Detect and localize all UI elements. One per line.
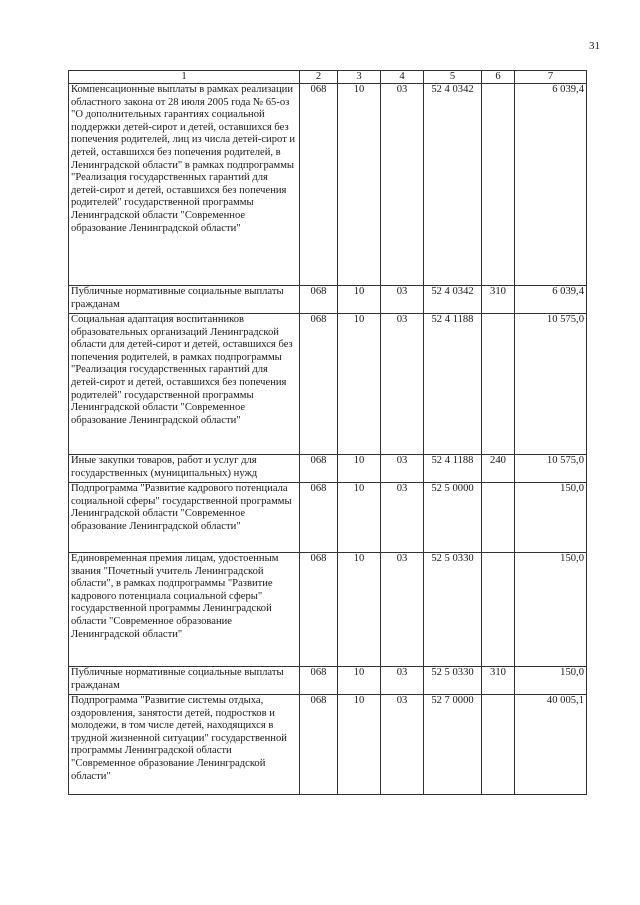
row-amount: 150,0 xyxy=(515,483,587,553)
row-name: Подпрограмма "Развитие системы отдыха, оздоровления, занятости детей, подростков и молодежи, в том числе детей, находящихся в трудной жизненной ситуации" государственной программы Ленинградской области "Современное образование Ленинградской области" xyxy=(69,695,300,795)
row-subsection: 03 xyxy=(381,455,424,483)
row-expense-type xyxy=(482,84,515,286)
table-row xyxy=(69,455,587,483)
row-amount: 150,0 xyxy=(515,553,587,667)
row-section: 10 xyxy=(338,553,381,667)
row-section: 10 xyxy=(338,84,381,286)
table-row xyxy=(69,667,587,695)
row-subsection: 03 xyxy=(381,286,424,314)
table-row xyxy=(69,553,587,667)
row-expense-type: 240 xyxy=(482,455,515,483)
row-target-article: 52 5 0330 xyxy=(424,667,482,695)
row-name: Подпрограмма "Развитие кадрового потенциала социальной сферы" государственной программы Ленинградской области "Современное образование Ленинградской области" xyxy=(69,483,300,553)
row-target-article: 52 7 0000 xyxy=(424,695,482,795)
header-col-4: 4 xyxy=(381,71,424,84)
row-target-article: 52 4 1188 xyxy=(424,314,482,455)
row-amount: 6 039,4 xyxy=(515,286,587,314)
header-row xyxy=(69,71,587,84)
header-col-7: 7 xyxy=(515,71,587,84)
header-col-5: 5 xyxy=(424,71,482,84)
row-amount: 10 575,0 xyxy=(515,314,587,455)
table-row xyxy=(69,84,587,286)
row-ministry-code: 068 xyxy=(300,314,338,455)
page-number: 31 xyxy=(589,40,600,52)
row-target-article: 52 5 0330 xyxy=(424,553,482,667)
row-name: Публичные нормативные социальные выплаты гражданам xyxy=(69,667,300,695)
row-amount: 40 005,1 xyxy=(515,695,587,795)
header-col-2: 2 xyxy=(300,71,338,84)
header-col-6: 6 xyxy=(482,71,515,84)
row-target-article: 52 4 0342 xyxy=(424,286,482,314)
row-name: Единовременная премия лицам, удостоенным звания "Почетный учитель Ленинградской области", в рамках подпрограммы "Развитие кадрового потенциала социальной сферы" государственной программы Ленинградской области "Современное образование Ленинградской области" xyxy=(69,553,300,667)
row-subsection: 03 xyxy=(381,483,424,553)
row-subsection: 03 xyxy=(381,667,424,695)
row-subsection: 03 xyxy=(381,695,424,795)
row-ministry-code: 068 xyxy=(300,455,338,483)
row-ministry-code: 068 xyxy=(300,286,338,314)
row-expense-type: 310 xyxy=(482,286,515,314)
row-target-article: 52 4 0342 xyxy=(424,84,482,286)
row-ministry-code: 068 xyxy=(300,483,338,553)
table-row xyxy=(69,314,587,455)
row-ministry-code: 068 xyxy=(300,84,338,286)
header-col-1: 1 xyxy=(69,71,300,84)
row-amount: 10 575,0 xyxy=(515,455,587,483)
row-expense-type xyxy=(482,695,515,795)
row-name: Публичные нормативные социальные выплаты гражданам xyxy=(69,286,300,314)
row-subsection: 03 xyxy=(381,314,424,455)
row-ministry-code: 068 xyxy=(300,667,338,695)
row-section: 10 xyxy=(338,314,381,455)
row-name: Иные закупки товаров, работ и услуг для государственных (муниципальных) нужд xyxy=(69,455,300,483)
row-amount: 150,0 xyxy=(515,667,587,695)
row-target-article: 52 4 1188 xyxy=(424,455,482,483)
row-expense-type xyxy=(482,483,515,553)
header-col-3: 3 xyxy=(338,71,381,84)
table-row xyxy=(69,695,587,795)
row-expense-type xyxy=(482,314,515,455)
row-expense-type: 310 xyxy=(482,667,515,695)
table-row xyxy=(69,286,587,314)
row-expense-type xyxy=(482,553,515,667)
row-section: 10 xyxy=(338,455,381,483)
budget-table xyxy=(68,70,587,795)
row-section: 10 xyxy=(338,667,381,695)
row-ministry-code: 068 xyxy=(300,553,338,667)
row-amount: 6 039,4 xyxy=(515,84,587,286)
row-target-article: 52 5 0000 xyxy=(424,483,482,553)
row-name: Компенсационные выплаты в рамках реализации областного закона от 28 июля 2005 года № 65-оз "О дополнительных гарантиях социальной поддержки детей-сирот и детей, оставшихся без попечения родителей, лиц из числа детей-сирот и детей, оставшихся без попечения родителей, в Ленинградской области" в рамках подпрограммы "Реализация государственных гарантий для детей-сирот и детей, оставшихся без попечения родителей" государственной программы Ленинградской области "Современное образование Ленинградской области" xyxy=(69,84,300,286)
row-subsection: 03 xyxy=(381,84,424,286)
row-ministry-code: 068 xyxy=(300,695,338,795)
row-subsection: 03 xyxy=(381,553,424,667)
row-section: 10 xyxy=(338,483,381,553)
row-section: 10 xyxy=(338,695,381,795)
row-section: 10 xyxy=(338,286,381,314)
table-row xyxy=(69,483,587,553)
row-name: Социальная адаптация воспитанников образовательных организаций Ленинградской области для детей-сирот и детей, оставшихся без попечения родителей, в рамках подпрограммы "Реализация государственных гарантий для детей-сирот и детей, оставшихся без попечения родителей" государственной программы Ленинградской области "Современное образование Ленинградской области" xyxy=(69,314,300,455)
